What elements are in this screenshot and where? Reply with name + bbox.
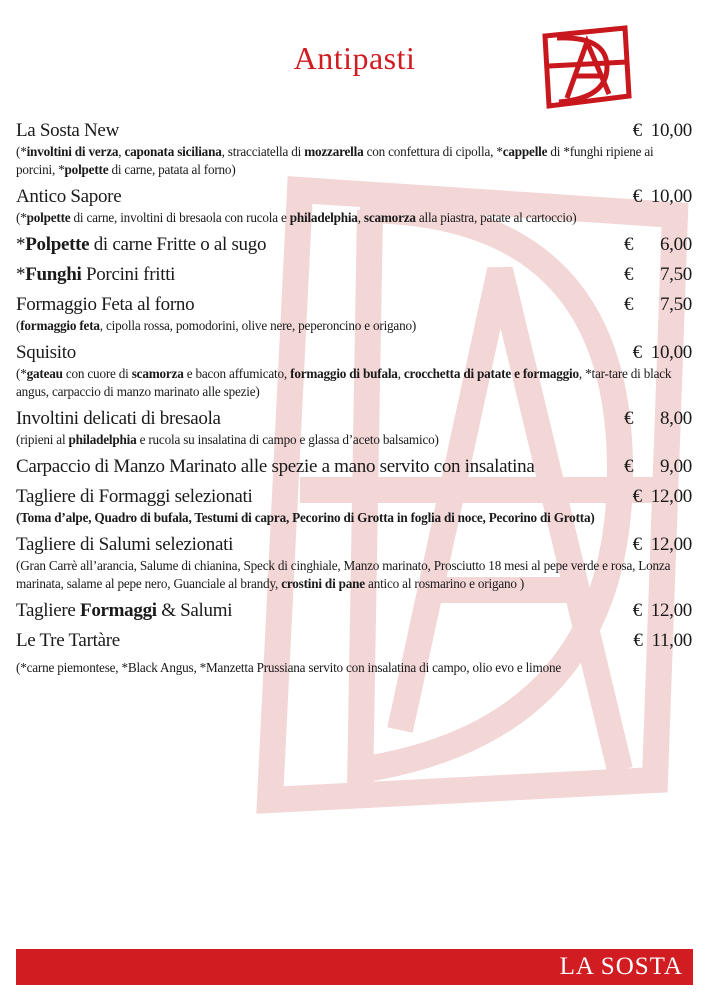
- menu-item-row: [16, 262, 692, 287]
- menu-item-row: [16, 532, 692, 557]
- menu-item-price: € 11,00: [633, 630, 692, 651]
- menu-item-name: *Polpette di carne Fritte o al sugo: [16, 234, 267, 255]
- footer-bar: [16, 949, 693, 985]
- menu-item-price: € 12,00: [632, 534, 692, 555]
- menu-item-row: [16, 484, 692, 509]
- menu-item: [16, 406, 692, 449]
- menu-item-price: € 10,00: [632, 186, 692, 207]
- menu-item: [16, 340, 692, 401]
- menu-item-row: [16, 118, 692, 143]
- menu-item: [16, 484, 692, 527]
- menu-item-name: Tagliere Formaggi & Salumi: [16, 600, 233, 621]
- menu-item-name: Carpaccio di Manzo Marinato alle spezie a mano servito con insalatina: [16, 456, 535, 477]
- menu-item-row: [16, 340, 692, 365]
- menu-item-name: Formaggio Feta al forno: [16, 294, 195, 315]
- menu-item-description: (*gateau con cuore di scamorza e bacon affumicato, formaggio di bufala, crocchetta di patate e formaggio, *tar-tare di black angus, carpaccio di manzo marinato alle spezie): [16, 366, 672, 399]
- menu-item-description: (*polpette di carne, involtini di bresaola con rucola e philadelphia, scamorza alla piastra, patate al cartoccio): [16, 210, 577, 225]
- menu-item-price: € 6,00: [624, 234, 692, 255]
- menu-item: [16, 232, 692, 257]
- menu-footnote: (*carne piemontese, *Black Angus, *Manzetta Prussiana servito con insalatina di campo, olio evo e limone: [16, 660, 562, 675]
- menu-item: [16, 262, 692, 287]
- menu-item-price: € 9,00: [624, 456, 692, 477]
- menu-item-row: [16, 598, 692, 623]
- menu-item-name: Le Tre Tartàre: [16, 630, 120, 651]
- menu-item-row: [16, 292, 692, 317]
- menu-item: [16, 118, 692, 179]
- footer-brand: LA SOSTA: [559, 953, 683, 980]
- menu-item-name: Involtini delicati di bresaola: [16, 408, 221, 429]
- menu-item-name: Tagliere di Formaggi selezionati: [16, 486, 253, 507]
- menu-item-description: (Toma d’alpe, Quadro di bufala, Testumi di capra, Pecorino di Grotta in foglia di noce, Pecorino di Grotta): [16, 510, 595, 525]
- menu-item-row: [16, 232, 692, 257]
- menu-item-price: € 12,00: [632, 486, 692, 507]
- menu-item-price: € 8,00: [624, 408, 692, 429]
- page-title: Antipasti: [293, 40, 416, 76]
- menu-item-price: € 7,50: [624, 264, 692, 285]
- menu-item-description: (Gran Carrè all’arancia, Salume di chianina, Speck di cinghiale, Manzo marinato, Prosciutto 18 mesi al pepe verde e rosa, Lonza marinata, salame al pepe nero, Guanciale al brandy, crostini di pane antico al rosmarino e origano ): [16, 558, 671, 591]
- menu-item-price: € 10,00: [632, 342, 692, 363]
- menu-item-name: Tagliere di Salumi selezionati: [16, 534, 234, 555]
- menu-item-name: *Funghi Porcini fritti: [16, 264, 176, 285]
- menu-item-name: La Sosta New: [16, 120, 119, 141]
- menu-item-description: (*involtini di verza, caponata siciliana, stracciatella di mozzarella con confettura di cipolla, *cappelle di *funghi ripiene ai porcini, *polpette di carne, patata al forno): [16, 144, 654, 177]
- menu-item-row: [16, 628, 692, 653]
- menu-item: [16, 292, 692, 335]
- menu-list: [16, 118, 692, 677]
- menu-item-row: [16, 406, 692, 431]
- menu-item-row: [16, 454, 692, 479]
- menu-item: [16, 454, 692, 479]
- menu-item-price: € 10,00: [632, 120, 692, 141]
- menu-item: [16, 598, 692, 623]
- menu-item-name: Squisito: [16, 342, 76, 363]
- menu-item-price: € 12,00: [632, 600, 692, 621]
- menu-item-name: Antico Sapore: [16, 186, 122, 207]
- menu-item-price: € 7,50: [624, 294, 692, 315]
- menu-item-description: (formaggio feta, cipolla rossa, pomodorini, olive nere, peperoncino e origano): [16, 318, 417, 333]
- menu-item: [16, 532, 692, 593]
- menu-item: [16, 628, 692, 653]
- menu-item-description: (ripieni al philadelphia e rucola su insalatina di campo e glassa d’aceto balsamico): [16, 432, 439, 447]
- menu-item-row: [16, 184, 692, 209]
- menu-item: [16, 184, 692, 227]
